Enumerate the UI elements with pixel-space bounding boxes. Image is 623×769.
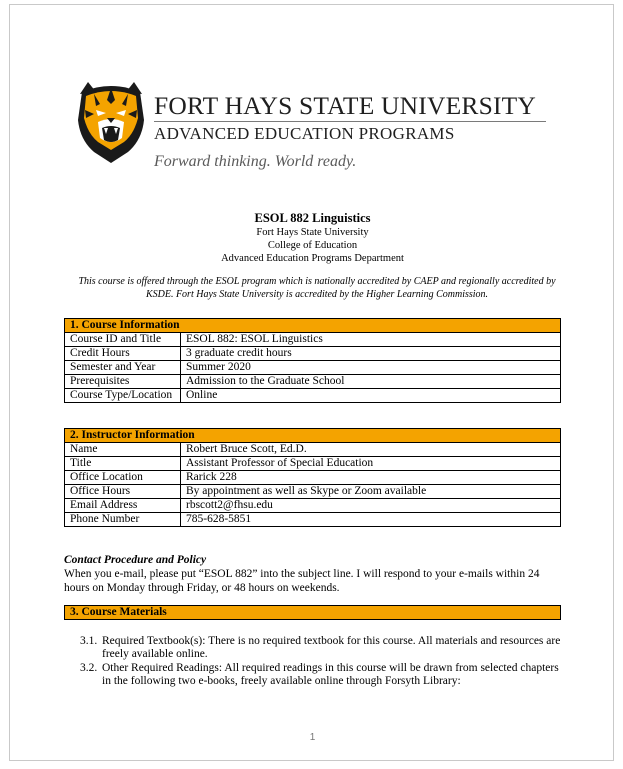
institution-line: Fort Hays State University [256, 227, 369, 238]
row-value: By appointment as well as Skype or Zoom available [181, 485, 561, 499]
course-materials-heading: 3. Course Materials [64, 605, 561, 620]
course-info-table [64, 318, 561, 403]
table-row [65, 361, 561, 375]
department-line: Advanced Education Programs Department [221, 253, 404, 264]
row-label: Email Address [65, 499, 181, 513]
row-label: Office Location [65, 471, 181, 485]
list-item-text: Other Required Readings: All required readings in this course will be drawn from selected chapters in the following two e-books, freely available online through Forsyth Library: [102, 662, 559, 687]
row-value: Admission to the Graduate School [181, 375, 561, 389]
list-item-number: 3.1. [80, 635, 98, 647]
university-logo [74, 80, 554, 175]
row-value: ESOL 882: ESOL Linguistics [181, 333, 561, 347]
tagline: Forward thinking. World ready. [154, 153, 357, 170]
course-title: ESOL 882 Linguistics [254, 211, 371, 225]
row-label: Prerequisites [65, 375, 181, 389]
table-row [65, 485, 561, 499]
contact-section [64, 553, 564, 595]
table-row [65, 333, 561, 347]
row-value: Online [181, 389, 561, 403]
table-row [65, 443, 561, 457]
accreditation-statement: This course is offered through the ESOL program which is nationally accredited by CAEP and regionally accredited by KSDE. Fort Hays State University is accredited by the Higher Learning Commission. [78, 276, 556, 300]
document-page [9, 4, 614, 761]
list-item-number: 3.2. [80, 662, 98, 674]
list-item-text: Required Textbook(s): There is no required textbook for this course. All materials and resources are freely available online. [102, 635, 561, 660]
course-info-heading: 1. Course Information [65, 319, 561, 333]
row-label: Course Type/Location [65, 389, 181, 403]
table-row [65, 389, 561, 403]
row-value: Assistant Professor of Special Education [181, 457, 561, 471]
row-label: Name [65, 443, 181, 457]
row-label: Semester and Year [65, 361, 181, 375]
program-name: ADVANCED EDUCATION PROGRAMS [154, 124, 455, 143]
row-value: 3 graduate credit hours [181, 347, 561, 361]
instructor-info-heading: 2. Instructor Information [65, 429, 561, 443]
table-row [65, 513, 561, 527]
list-item [80, 635, 562, 661]
row-label: Phone Number [65, 513, 181, 527]
list-item [80, 662, 562, 688]
row-value: Summer 2020 [181, 361, 561, 375]
instructor-info-table [64, 428, 561, 527]
university-name: FORT HAYS STATE UNIVERSITY [154, 91, 537, 120]
table-row [65, 471, 561, 485]
materials-list [80, 635, 562, 689]
row-label: Course ID and Title [65, 333, 181, 347]
table-row [65, 347, 561, 361]
email-link[interactable]: rbscott2@fhsu.edu [181, 499, 561, 513]
college-line: College of Education [267, 240, 358, 251]
row-label: Title [65, 457, 181, 471]
row-value: Robert Bruce Scott, Ed.D. [181, 443, 561, 457]
header-divider [154, 121, 546, 122]
row-value: Rarick 228 [181, 471, 561, 485]
table-row [65, 499, 561, 513]
table-row [65, 375, 561, 389]
contact-body: When you e-mail, please put “ESOL 882” into the subject line. I will respond to your e-mails within 24 hours on Monday through Friday, or 48 hours on weekends. [64, 568, 540, 594]
row-label: Credit Hours [65, 347, 181, 361]
table-row [65, 457, 561, 471]
contact-heading: Contact Procedure and Policy [64, 554, 207, 566]
tiger-head-icon [74, 80, 148, 164]
title-block [10, 211, 615, 265]
row-label: Office Hours [65, 485, 181, 499]
page-number: 1 [309, 732, 316, 743]
row-value: 785-628-5851 [181, 513, 561, 527]
